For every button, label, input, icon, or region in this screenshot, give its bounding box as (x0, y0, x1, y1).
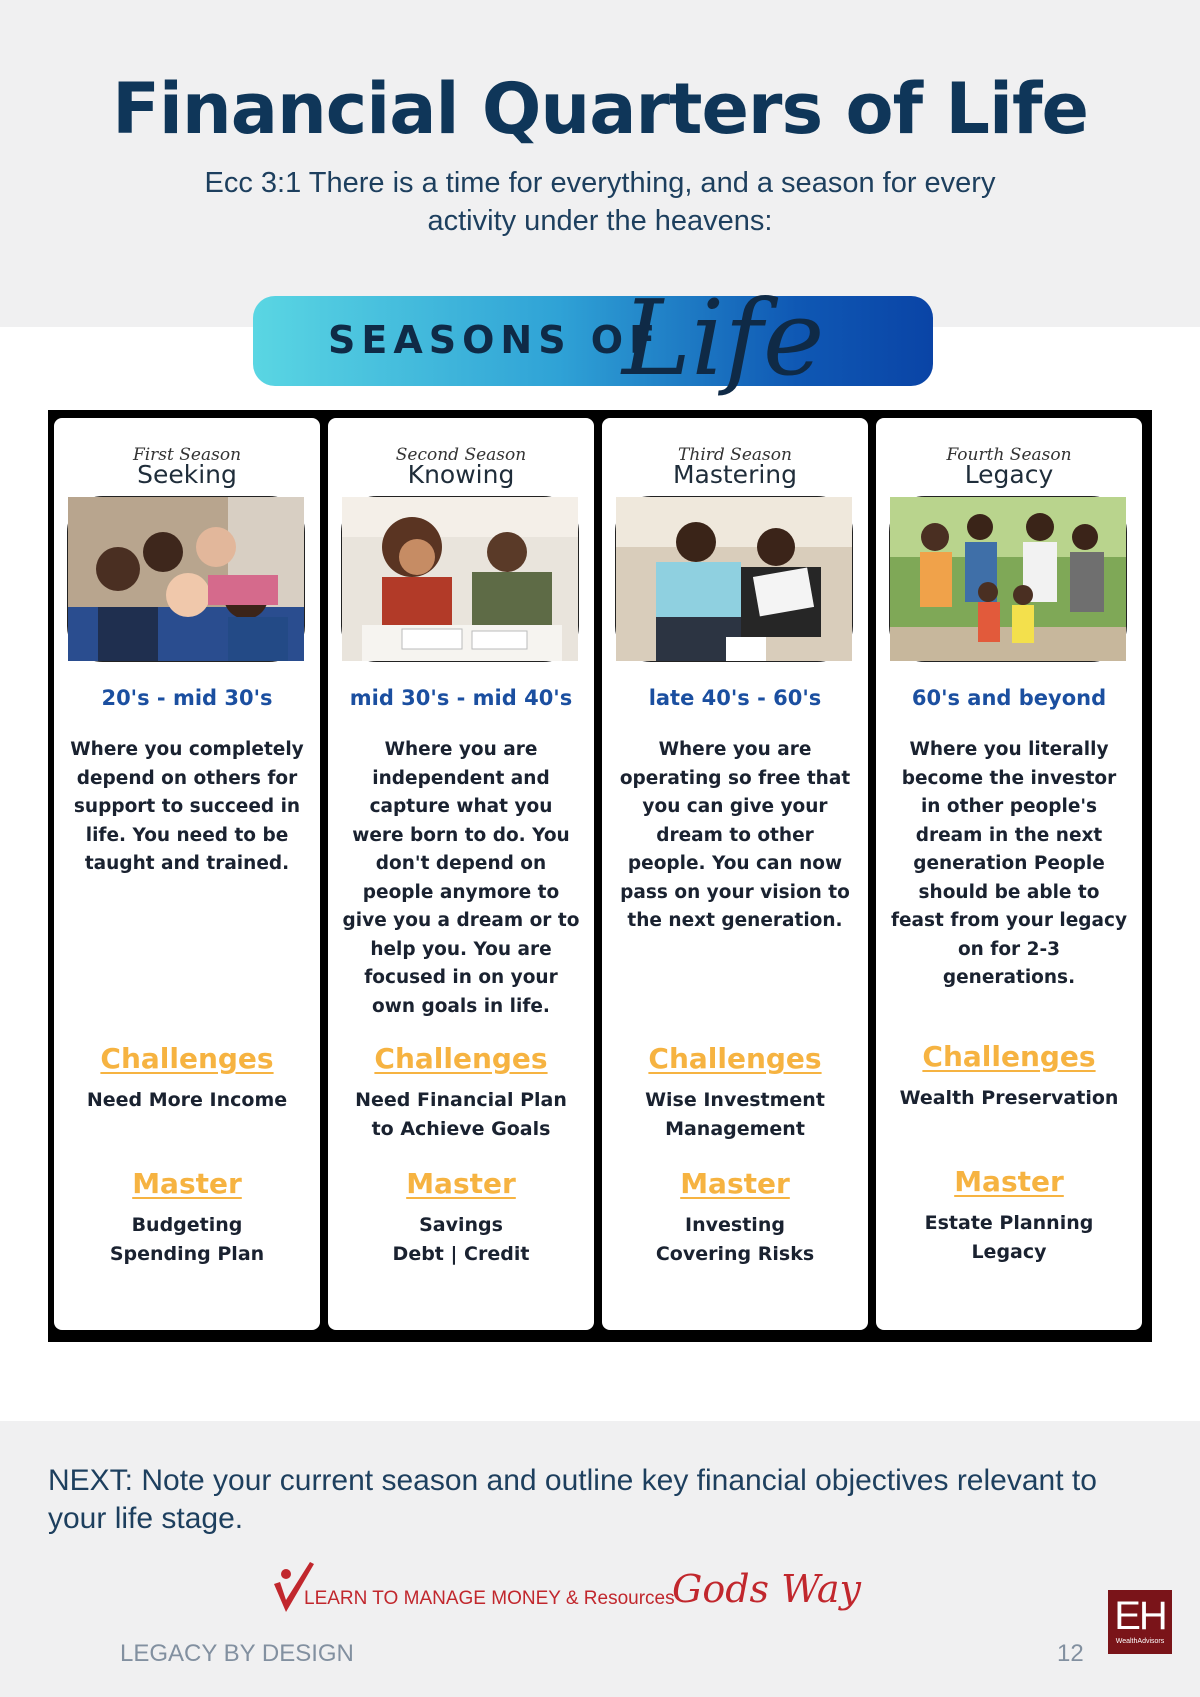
master-text: Savings Debt | Credit (392, 1214, 530, 1265)
page-title: Financial Quarters of Life (112, 68, 1088, 150)
age-range: 20's - mid 30's (101, 686, 273, 710)
logo-subtitle: WealthAdvisors (1115, 1638, 1165, 1645)
seasons-board (48, 410, 1152, 1342)
footer-brand: LEGACY BY DESIGN (120, 1640, 354, 1667)
tagline-script (668, 1558, 862, 1618)
banner-text: SEASONS OF (328, 318, 662, 362)
verse-text: Ecc 3:1 There is a time for everything, and a season for every activity under the heavens: (204, 167, 996, 237)
page-number: 12 (1057, 1640, 1084, 1667)
logo-letters: EH (1114, 1594, 1166, 1638)
challenges-text: Wise Investment Management (645, 1089, 825, 1140)
master-text: Investing Covering Risks (655, 1214, 815, 1265)
svg-text:Life: Life (622, 277, 825, 399)
season-card-first (54, 418, 320, 1330)
svg-text:Second Season: Second Season (395, 445, 527, 465)
season-name: Legacy (964, 460, 1054, 489)
challenges-heading: Challenges (648, 1042, 822, 1075)
season-name: Knowing (407, 460, 515, 489)
season-photo-couple-planning (341, 496, 579, 662)
season-photo-young-adults (67, 496, 305, 662)
challenges-text: Need More Income (86, 1089, 288, 1111)
season-name: Mastering (672, 460, 798, 489)
challenges-heading: Challenges (100, 1042, 274, 1075)
season-description: Where you literally become the investor in other people's dream in the next generation People should be able to feast from your legacy on for 2-3 generations. (890, 739, 1128, 988)
tagline-text: LEARN TO MANAGE MONEY & Resources (304, 1588, 675, 1609)
master-heading: Master (132, 1167, 242, 1200)
age-range: mid 30's - mid 40's (349, 686, 573, 710)
banner-script-life (620, 262, 825, 422)
challenges-text: Need Financial Plan to Achieve Goals (355, 1089, 567, 1140)
age-range: late 40's - 60's (648, 686, 822, 710)
master-heading: Master (954, 1165, 1064, 1198)
season-card-third (602, 418, 868, 1330)
season-card-second (328, 418, 594, 1330)
challenges-heading: Challenges (374, 1042, 548, 1075)
svg-text:Gods Way: Gods Way (672, 1567, 862, 1611)
challenges-text: Wealth Preservation (899, 1087, 1119, 1109)
season-description: Where you completely depend on others for support to succeed in life. You need to be taught and trained. (70, 739, 304, 874)
season-card-fourth (876, 418, 1142, 1330)
season-name: Seeking (137, 460, 237, 489)
next-instruction: NEXT: Note your current season and outline key financial objectives relevant to your life stage. (48, 1464, 1097, 1535)
season-description: Where you are independent and capture what you were born to do. You don't depend on people anymore to give you a dream or to help you. You are focused in on your own goals in life. (342, 739, 580, 1017)
age-range: 60's and beyond (911, 686, 1107, 710)
master-text: Estate Planning Legacy (924, 1212, 1094, 1263)
svg-text:Third Season: Third Season (678, 445, 792, 465)
master-text: Budgeting Spending Plan (109, 1214, 265, 1265)
eh-wealth-advisors-logo (1108, 1590, 1172, 1654)
svg-text:Fourth Season: Fourth Season (946, 445, 1072, 465)
season-description: Where you are operating so free that you can give your dream to other people. You can now pass on your vision to the next generation. (619, 739, 851, 931)
master-heading: Master (406, 1167, 516, 1200)
master-heading: Master (680, 1167, 790, 1200)
season-photo-couple-reviewing (615, 496, 853, 662)
svg-text:First Season: First Season (132, 445, 242, 465)
challenges-heading: Challenges (922, 1040, 1096, 1073)
season-photo-family-walking (889, 496, 1127, 662)
